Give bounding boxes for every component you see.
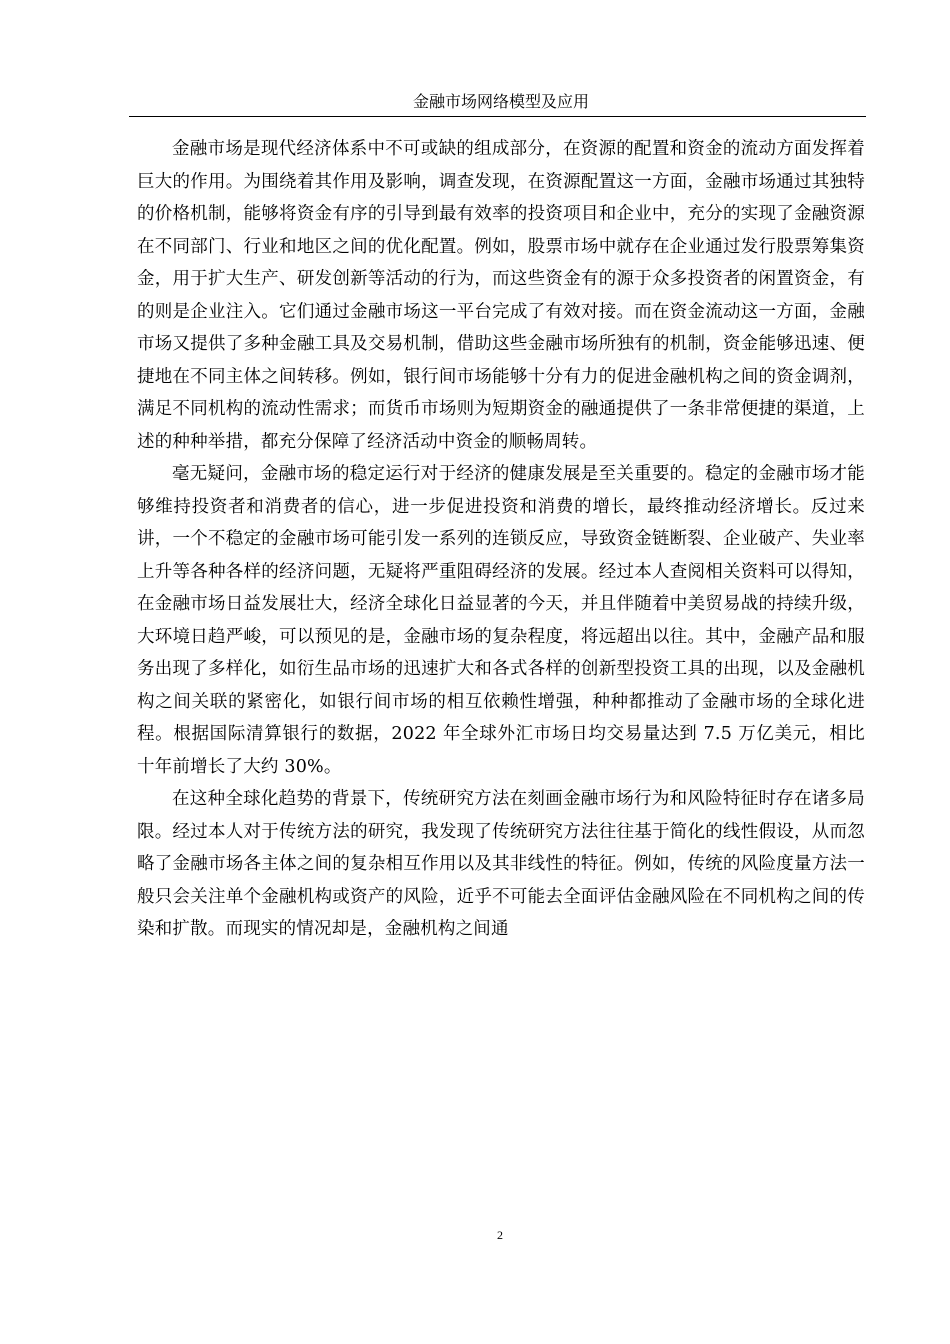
- paragraph-1: 金融市场是现代经济体系中不可或缺的组成部分，在资源的配置和资金的流动方面发挥着巨大的作用。为围绕着其作用及影响，调查发现，在资源配置这一方面，金融市场通过其独特的价格机制，能够将资金有序的引导到最有效率的投资项目和企业中，充分的实现了金融资源在不同部门、行业和地区之间的优化配置。例如，股票市场中就存在企业通过发行股票筹集资金，用于扩大生产、研发创新等活动的行为，而这些资金有的源于众多投资者的闲置资金，有的则是企业注入。它们通过金融市场这一平台完成了有效对接。而在资金流动这一方面，金融市场又提供了多种金融工具及交易机制，借助这些金融市场所独有的机制，资金能够迅速、便捷地在不同主体之间转移。例如，银行间市场能够十分有力的促进金融机构之间的资金调剂，满足不同机构的流动性需求；而货币市场则为短期资金的融通提供了一条非常便捷的渠道，上述的种种举措，都充分保障了经济活动中资金的顺畅周转。: [137, 139, 865, 452]
- paragraph-2: 毫无疑问，金融市场的稳定运行对于经济的健康发展是至关重要的。稳定的金融市场才能够维持投资者和消费者的信心，进一步促进投资和消费的增长，最终推动经济增长。反过来讲，一个不稳定的金融市场可能引发一系列的连锁反应，导致资金链断裂、企业破产、失业率上升等各种各样的经济问题，无疑将严重阻碍经济的发展。经过本人查阅相关资料可以得知，在金融市场日益发展壮大，经济全球化日益显著的今天，并且伴随着中美贸易战的持续升级，大环境日趋严峻，可以预见的是，金融市场的复杂程度，将远超出以往。其中，金融产品和服务出现了多样化，如衍生品市场的迅速扩大和各式各样的创新型投资工具的出现，以及金融机构之间关联的紧密化，如银行间市场的相互依赖性增强，种种都推动了金融市场的全球化进程。根据国际清算银行的数据，2022 年全球外汇市场日均交易量达到 7.5 万亿美元，相比十年前增长了大约 30%。: [137, 464, 865, 777]
- running-header: 金融市场网络模型及应用: [412, 92, 589, 111]
- page-number: 2: [497, 1228, 503, 1242]
- paragraph-3: 在这种全球化趋势的背景下，传统研究方法在刻画金融市场行为和风险特征时存在诸多局限。经过本人对于传统方法的研究，我发现了传统研究方法往往基于简化的线性假设，从而忽略了金融市场各主体之间的复杂相互作用以及其非线性的特征。例如，传统的风险度量方法一般只会关注单个金融机构或资产的风险，近乎不可能去全面评估金融风险在不同机构之间的传染和扩散。而现实的情况却是，金融机构之间通: [137, 789, 865, 939]
- body-text: [137, 133, 865, 946]
- header-divider: [129, 116, 866, 117]
